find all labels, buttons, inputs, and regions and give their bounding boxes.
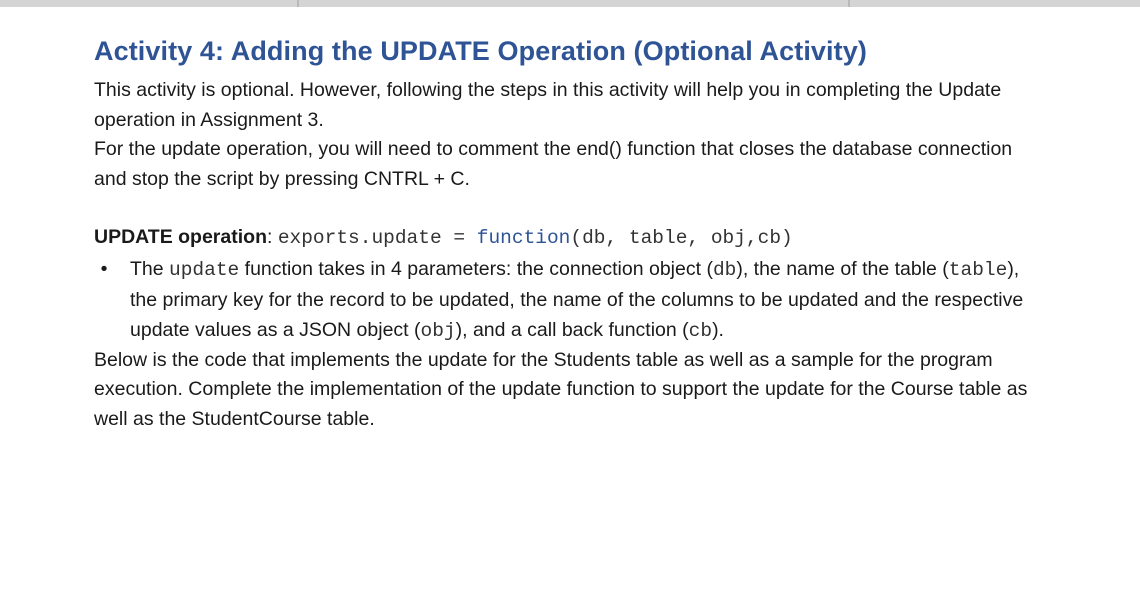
document-page: [94, 32, 1044, 434]
bullet-text-part: ), the name of the table (: [736, 257, 949, 280]
update-operation-label: UPDATE operation: [94, 226, 267, 248]
activity-heading: Activity 4: Adding the UPDATE Operation (Optional Activity): [94, 36, 867, 66]
ruler-divider: [297, 0, 299, 7]
top-ruler-bar: [0, 0, 1140, 7]
code-table: table: [948, 258, 1008, 281]
code-prefix: exports.update =: [277, 227, 477, 249]
paragraph-spacer: [94, 194, 1044, 223]
parameter-bullet-item: [94, 254, 1044, 346]
code-update: update: [169, 258, 240, 281]
closing-paragraph: Below is the code that implements the update for the Students table as well as a sample for the program execution. Complete the implementation of the update function to support the update for the Course table as well as the StudentCourse table.: [94, 348, 1028, 430]
label-colon: :: [266, 226, 278, 248]
bullet-marker: •: [100, 257, 108, 280]
bullet-text-part: ).: [712, 318, 724, 341]
bullet-text-part: ), the primary key for the record to be updated, the name of the columns to be updated and the respective update values as a JSON object (: [130, 257, 1024, 341]
code-obj: obj: [420, 319, 456, 342]
bullet-text-part: function takes in 4 parameters: the connection object (: [239, 257, 713, 280]
code-db: db: [712, 258, 737, 281]
update-operation-line: [94, 223, 1044, 254]
code-cb: cb: [688, 319, 713, 342]
bullet-text-part: The: [130, 257, 170, 280]
intro-paragraph-2: For the update operation, you will need to comment the end() function that closes the database connection and stop the script by pressing CNTRL + C.: [94, 138, 1013, 190]
bullet-text: [130, 258, 1023, 341]
intro-paragraph-1: This activity is optional. However, following the steps in this activity will help you in completing the Update operation in Assignment 3.: [94, 79, 1002, 131]
bullet-text-part: ), and a call back function (: [455, 318, 689, 341]
ruler-divider: [848, 0, 850, 7]
code-signature: (db, table, obj,cb): [570, 227, 793, 249]
code-keyword: function: [476, 227, 571, 249]
